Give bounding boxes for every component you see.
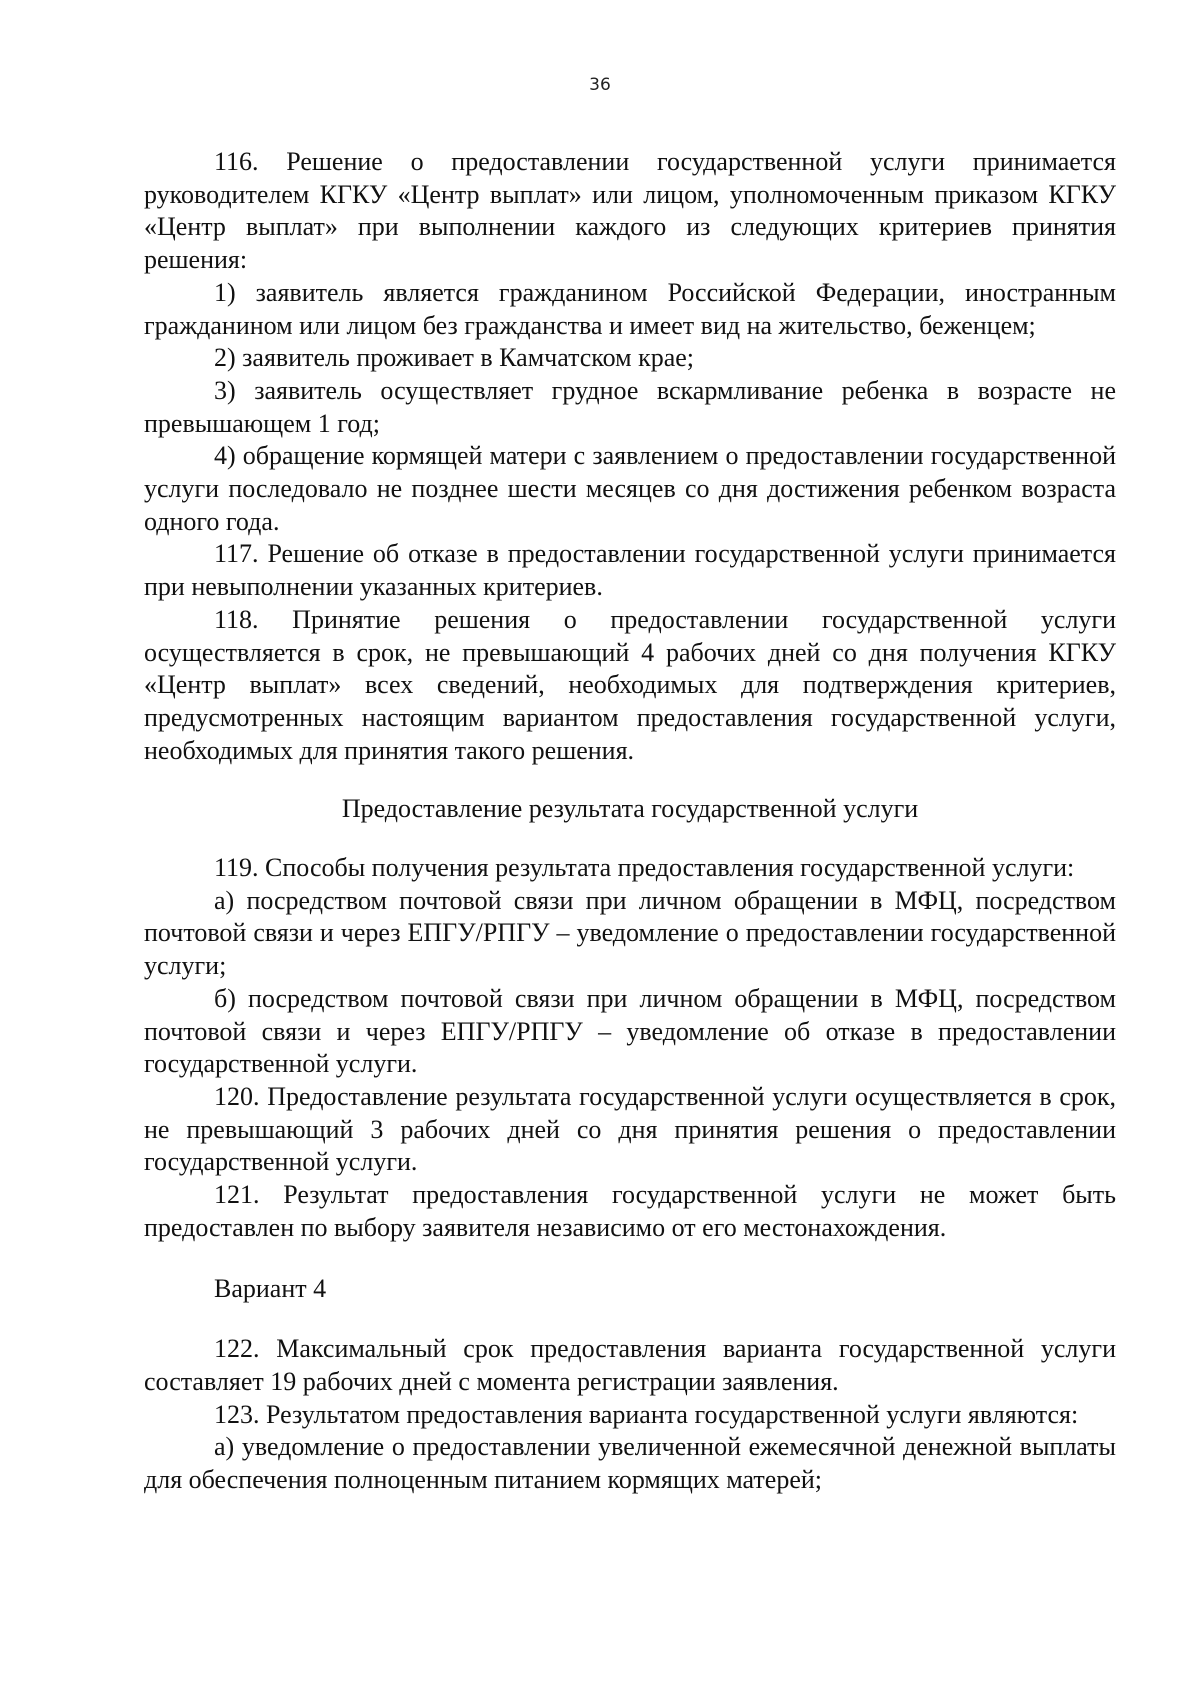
variant-title: Вариант 4	[214, 1273, 327, 1303]
criterion-4: 4) обращение кормящей матери с заявлением о предоставлении государственной услуги последовало не позднее шести месяцев со дня достижения ребенком возраста одного года.	[144, 441, 1116, 536]
paragraph-119: 119. Способы получения результата предоставления государственной услуги:	[214, 853, 1075, 883]
paragraph-122: 122. Максимальный срок предоставления варианта государственной услуги составляет 19 рабочих дней с момента регистрации заявления.	[144, 1334, 1116, 1396]
document-body	[144, 146, 1116, 1497]
paragraph-117: 117. Решение об отказе в предоставлении государственной услуги принимается при невыполнении указанных критериев.	[144, 539, 1116, 602]
paragraph-123: 123. Результатом предоставления варианта государственной услуги являются:	[214, 1399, 1079, 1429]
page-number: 36	[589, 75, 611, 95]
section-heading-result: Предоставление результата государственной услуги	[341, 794, 919, 824]
item-b-119: б) посредством почтовой связи при личном обращении в МФЦ, посредством почтовой связи и через ЕПГУ/РПГУ – уведомление об отказе в предоставлении государственной услуги.	[144, 983, 1116, 1079]
paragraph-118: 118. Принятие решения о предоставлении государственной услуги осуществляется в срок, не превышающий 4 рабочих дней со дня получения КГКУ «Центр выплат» всех сведений, необходимых для подтверждения критериев, предусмотренных настоящим вариантом предоставления государственной услуги, необходимых для принятия такого решения.	[144, 604, 1116, 765]
paragraph-120: 120. Предоставление результата государственной услуги осуществляется в срок, не превышающий 3 рабочих дней со дня принятия решения о предоставлении государственной услуги.	[144, 1081, 1116, 1177]
item-a-123: а) уведомление о предоставлении увеличенной ежемесячной денежной выплаты для обеспечения полноценным питанием кормящих матерей;	[144, 1432, 1116, 1495]
paragraph-116: 116. Решение о предоставлении государственной услуги принимается руководителем КГКУ «Центр выплат» или лицом, уполномоченным приказом КГКУ «Центр выплат» при выполнении каждого из следующих критериев принятия решения:	[144, 147, 1116, 275]
criterion-3: 3) заявитель осуществляет грудное вскармливание ребенка в возрасте не превышающем 1 год;	[144, 375, 1116, 438]
paragraph-121: 121. Результат предоставления государственной услуги не может быть предоставлен по выбору заявителя независимо от его местонахождения.	[144, 1180, 1116, 1242]
criterion-2: 2) заявитель проживает в Камчатском крае;	[214, 343, 695, 373]
criterion-1: 1) заявитель является гражданином Российской Федерации, иностранным гражданином или лицом без гражданства и имеет вид на жительство, беженцем;	[144, 277, 1116, 340]
item-a-119: а) посредством почтовой связи при личном обращении в МФЦ, посредством почтовой связи и через ЕПГУ/РПГУ – уведомление о предоставлении государственной услуги;	[144, 885, 1116, 981]
